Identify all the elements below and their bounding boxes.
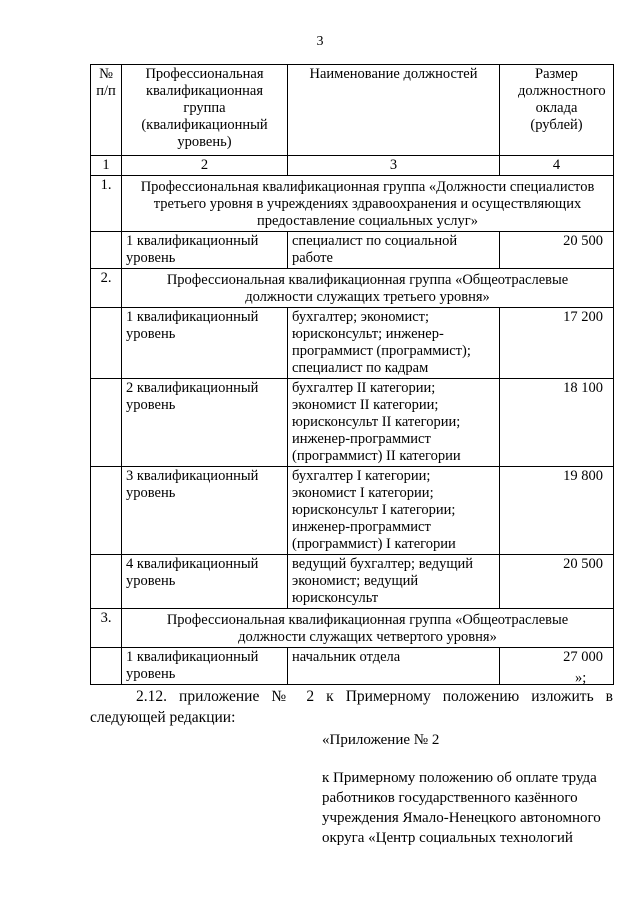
table-row — [91, 379, 614, 467]
column-numbers-row — [91, 156, 614, 176]
header-positions: Наименование должностей — [288, 65, 500, 156]
amendment-paragraph: 2.12. приложение № 2 к Примерному положению изложить в следующей редакции: — [90, 688, 613, 726]
col-number: 1 — [91, 156, 122, 176]
group-number: 1. — [91, 176, 122, 232]
positions-cell: бухгалтер; экономист; юрисконсульт; инженер-программист (программист); специалист по кадрам — [288, 308, 500, 379]
level-cell: 2 квалификационный уровень — [122, 379, 288, 467]
table-row — [91, 308, 614, 379]
table-row — [91, 648, 614, 685]
salary-cell: 20 500 — [500, 555, 614, 609]
salary-cell: 19 800 — [500, 467, 614, 555]
header-num: № п/п — [91, 65, 122, 156]
appendix-title: «Приложение № 2 — [322, 732, 440, 748]
group-row — [91, 176, 614, 232]
group-row — [91, 269, 614, 308]
positions-cell: бухгалтер II категории; экономист II категории; юрисконсульт II категории; инженер-программист (программист) II категории — [288, 379, 500, 467]
header-group: Профессиональная квалификационная группа (квалификационный уровень) — [122, 65, 288, 156]
table-row — [91, 555, 614, 609]
table-row — [91, 232, 614, 269]
group-title: Профессиональная квалификационная группа «Общеотраслевые должности служащих третьего уровня» — [122, 269, 614, 308]
positions-cell: начальник отдела — [288, 648, 500, 685]
group-number: 2. — [91, 269, 122, 308]
level-cell: 4 квалификационный уровень — [122, 555, 288, 609]
level-cell: 3 квалификационный уровень — [122, 467, 288, 555]
table-header-row — [91, 65, 614, 156]
salary-cell: 20 500 — [500, 232, 614, 269]
positions-cell: ведущий бухгалтер; ведущий экономист; ведущий юрисконсульт — [288, 555, 500, 609]
table-row — [91, 467, 614, 555]
salary-cell: 27 000 — [500, 648, 614, 685]
appendix-text: к Примерному положению об оплате труда работников государственного казённого учреждения Ямало-Ненецкого автономного округа «Центр социальных технологий — [322, 770, 601, 846]
group-row — [91, 609, 614, 648]
col-number: 4 — [500, 156, 614, 176]
salary-cell: 17 200 — [500, 308, 614, 379]
group-number: 3. — [91, 609, 122, 648]
salary-table — [90, 64, 614, 685]
header-salary: Размер должностного оклада (рублей) — [500, 65, 614, 156]
page-number: 3 — [316, 34, 324, 49]
level-cell: 1 квалификационный уровень — [122, 232, 288, 269]
salary-cell: 18 100 — [500, 379, 614, 467]
group-title: Профессиональная квалификационная группа «Должности специалистов третьего уровня в учреждениях здравоохранения и осуществляющих предоставление социальных услуг» — [122, 176, 614, 232]
positions-cell: бухгалтер I категории; экономист I категории; юрисконсульт I категории; инженер-программист (программист) I категории — [288, 467, 500, 555]
level-cell: 1 квалификационный уровень — [122, 308, 288, 379]
col-number: 2 — [122, 156, 288, 176]
col-number: 3 — [288, 156, 500, 176]
group-title: Профессиональная квалификационная группа «Общеотраслевые должности служащих четвертого уровня» — [122, 609, 614, 648]
closing-quote-mark: »; — [575, 670, 587, 686]
level-cell: 1 квалификационный уровень — [122, 648, 288, 685]
positions-cell: специалист по социальной работе — [288, 232, 500, 269]
